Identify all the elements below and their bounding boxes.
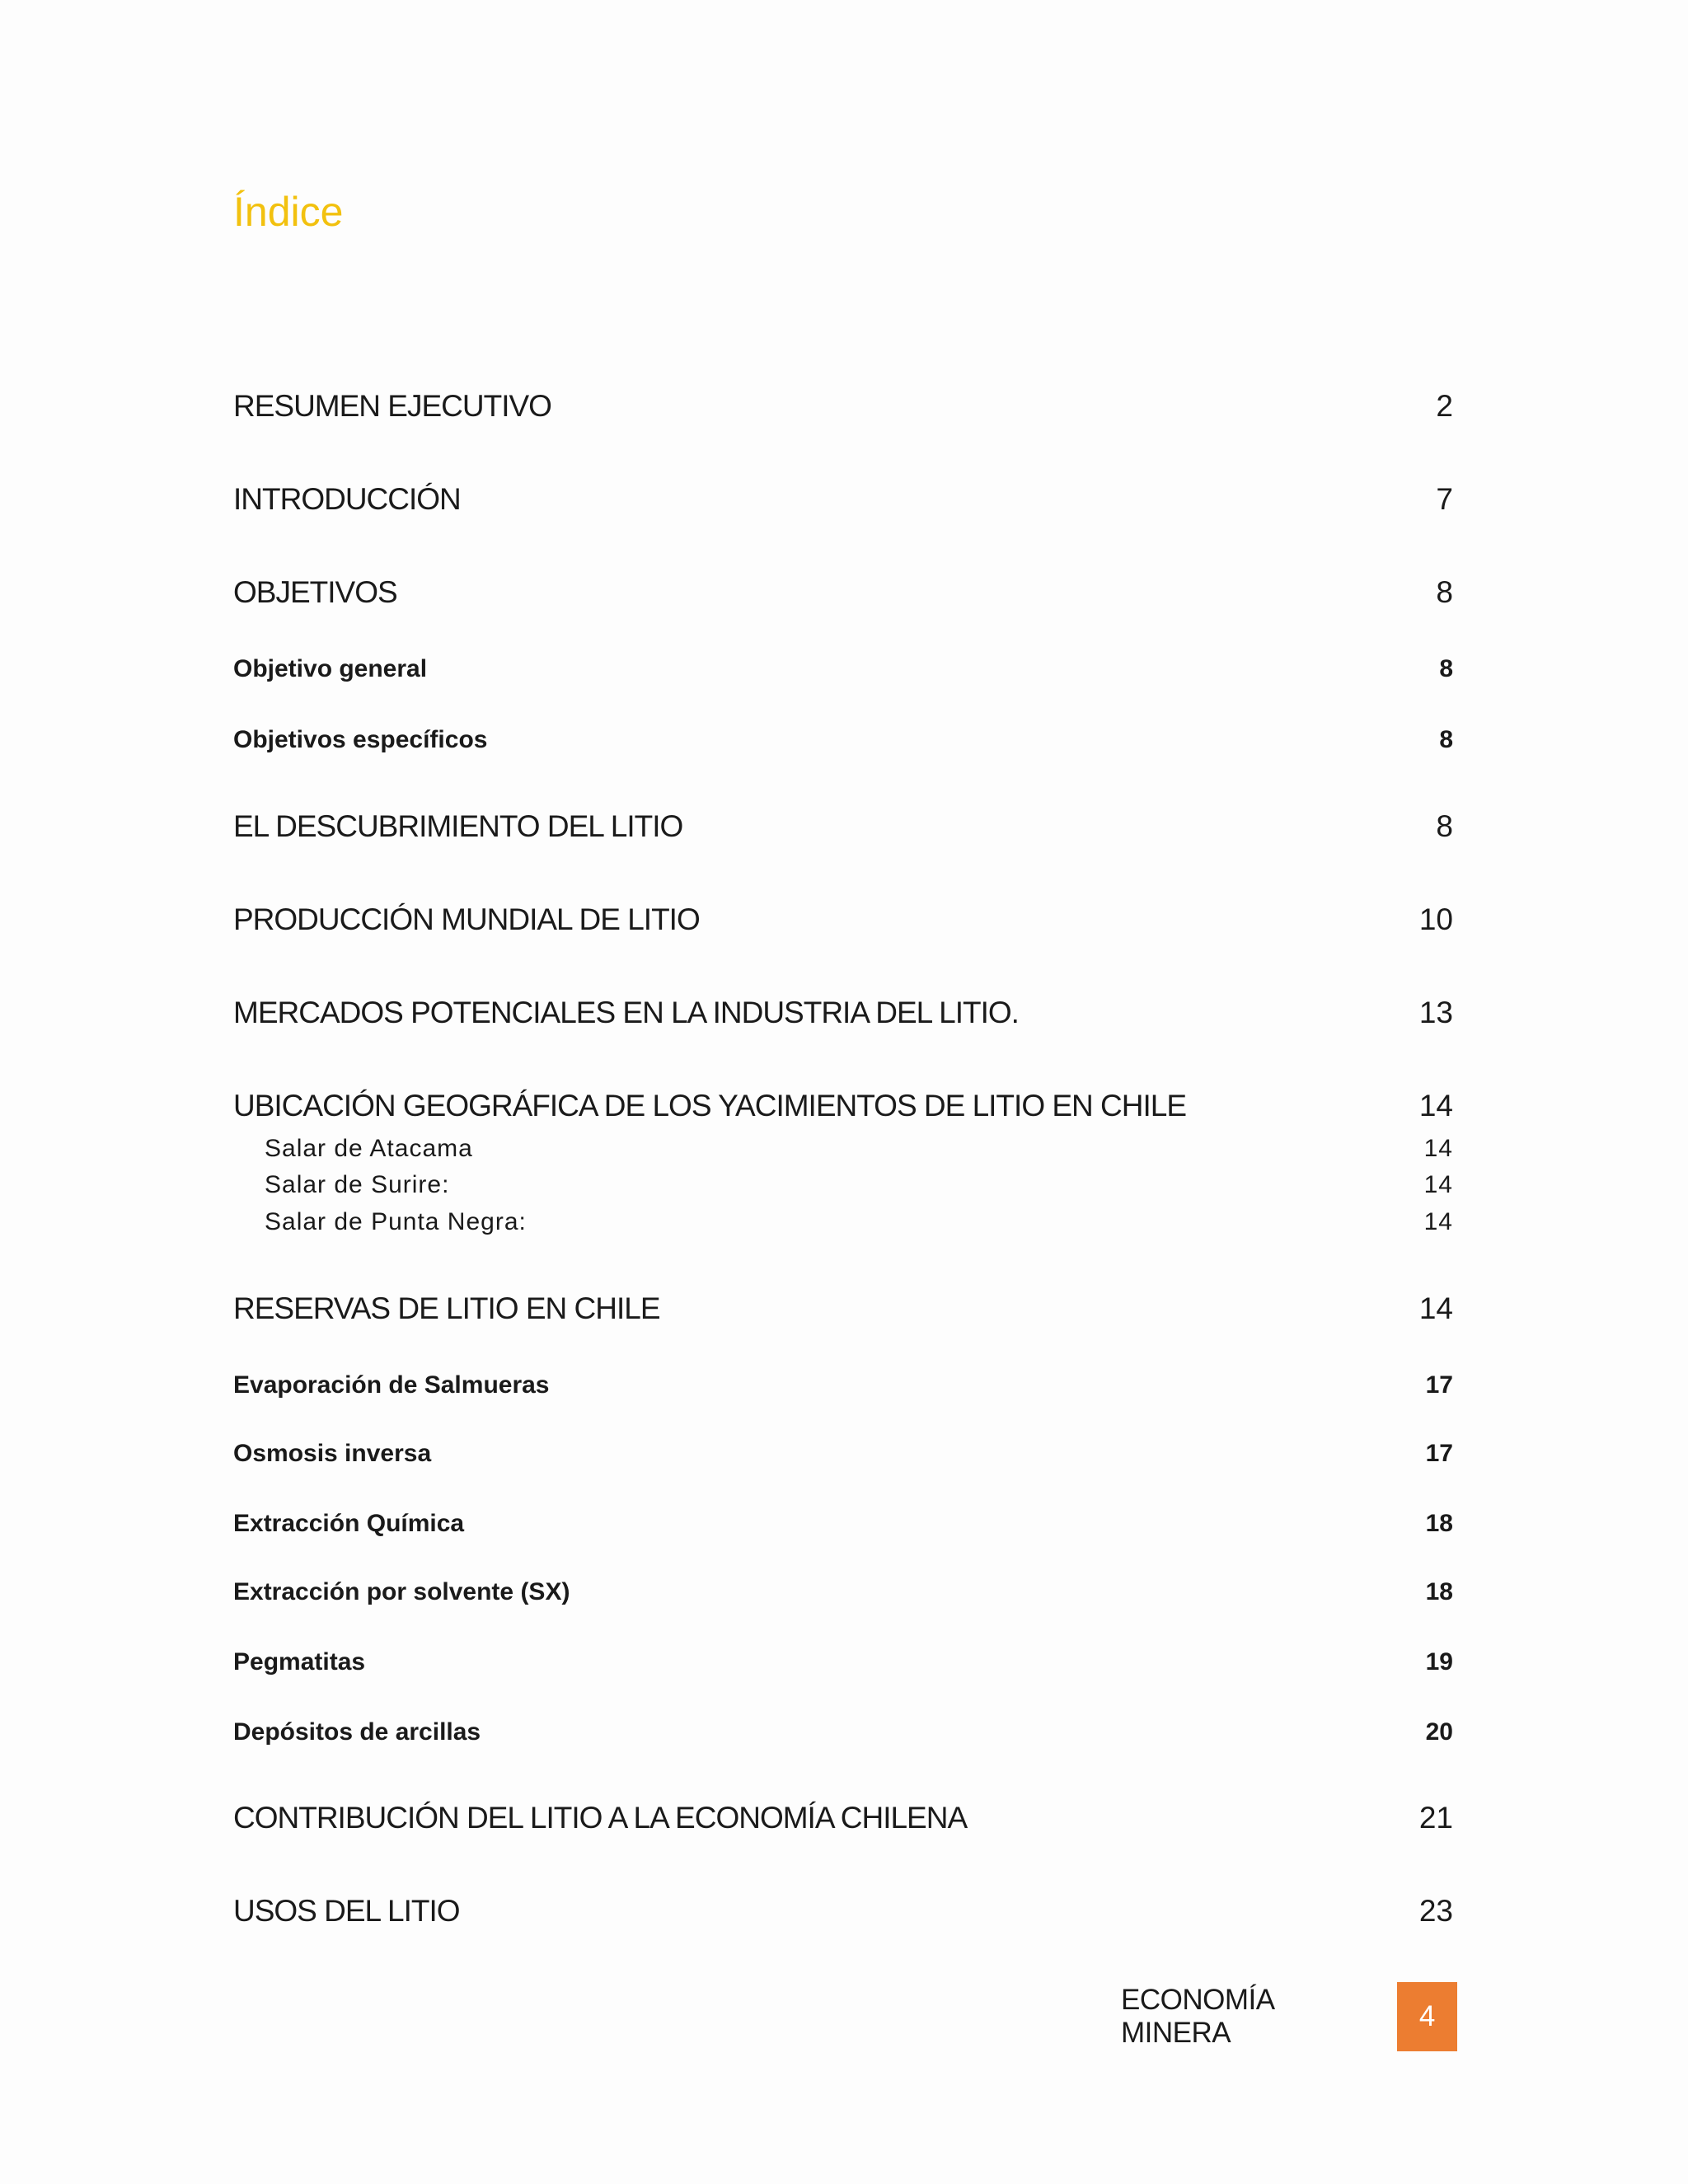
toc-entry-page: 14 (1423, 1135, 1453, 1162)
toc-entry[interactable] (233, 1089, 1453, 1123)
toc-entry-page: 17 (1425, 1440, 1453, 1467)
toc-entry-label: RESUMEN EJECUTIVO (233, 389, 551, 423)
toc-entry-label: RESERVAS DE LITIO EN CHILE (233, 1291, 660, 1325)
toc-entry-page: 21 (1418, 1801, 1453, 1835)
toc-entry-page: 14 (1418, 1089, 1453, 1122)
toc-entry-label: UBICACIÓN GEOGRÁFICA DE LOS YACIMIENTOS DE LITIO EN CHILE (233, 1089, 1187, 1122)
toc-entry-label: PRODUCCIÓN MUNDIAL DE LITIO (233, 902, 700, 936)
toc-entry-label: MERCADOS POTENCIALES EN LA INDUSTRIA DEL LITIO. (233, 996, 1019, 1029)
footer-title: ECONOMÍA MINERA (1121, 1984, 1273, 2049)
toc-entry-page: 14 (1423, 1171, 1453, 1198)
toc-subentry[interactable] (233, 655, 1453, 683)
toc-entry[interactable] (233, 996, 1453, 1030)
toc-entry-page: 20 (1425, 1718, 1453, 1746)
toc-entry-label: USOS DEL LITIO (233, 1894, 460, 1928)
toc-entry-page: 17 (1425, 1371, 1453, 1399)
toc-entry-label: Salar de Surire: (265, 1171, 450, 1198)
toc-entry-label: Objetivo general (233, 655, 428, 682)
page-title: Índice (233, 189, 344, 235)
footer-page-number: 4 (1397, 1982, 1457, 2051)
toc-subentry[interactable] (233, 1371, 1453, 1399)
toc-entry[interactable] (233, 575, 1453, 610)
toc-entry-page: 7 (1436, 482, 1453, 516)
toc-subsubentry[interactable] (265, 1208, 1453, 1236)
toc-entry-page: 13 (1418, 996, 1453, 1029)
toc-entry-label: Pegmatitas (233, 1648, 366, 1675)
toc-entry-label: OBJETIVOS (233, 575, 397, 609)
toc-entry[interactable] (233, 1801, 1453, 1835)
toc-entry-label: CONTRIBUCIÓN DEL LITIO A LA ECONOMÍA CHILENA (233, 1801, 968, 1835)
toc-subentry[interactable] (233, 1718, 1453, 1746)
toc-entry[interactable] (233, 389, 1453, 424)
toc-entry-page: 14 (1423, 1208, 1453, 1235)
toc-entry-label: Objetivos específicos (233, 726, 488, 753)
toc-entry-label: INTRODUCCIÓN (233, 482, 461, 516)
toc-entry-label: Evaporación de Salmueras (233, 1371, 550, 1399)
toc-entry-page: 14 (1418, 1291, 1453, 1325)
toc-entry-page: 18 (1425, 1578, 1453, 1605)
toc-entry-label: Depósitos de arcillas (233, 1718, 481, 1746)
toc-subsubentry[interactable] (265, 1171, 1453, 1199)
toc-entry-label: Extracción por solvente (SX) (233, 1578, 570, 1605)
toc-subentry[interactable] (233, 726, 1453, 754)
toc-entry-page: 8 (1436, 809, 1453, 843)
toc-subsubentry[interactable] (265, 1135, 1453, 1163)
toc-entry-label: Salar de Punta Negra: (265, 1208, 527, 1235)
toc-entry-label: Extracción Química (233, 1510, 465, 1537)
toc-entry[interactable] (233, 809, 1453, 844)
toc-entry-page: 19 (1425, 1648, 1453, 1675)
toc-entry[interactable] (233, 482, 1453, 517)
toc-entry-page: 10 (1418, 902, 1453, 936)
toc-subentry[interactable] (233, 1648, 1453, 1676)
page-footer (1121, 1982, 1457, 2051)
toc-entry[interactable] (233, 1894, 1453, 1929)
toc-entry-label: Salar de Atacama (265, 1135, 473, 1162)
toc-entry[interactable] (233, 1291, 1453, 1326)
toc-entry-label: Osmosis inversa (233, 1440, 432, 1467)
toc-entry-page: 8 (1439, 726, 1453, 753)
toc-subentry[interactable] (233, 1510, 1453, 1538)
toc-entry-page: 23 (1418, 1894, 1453, 1928)
toc-entry-page: 8 (1436, 575, 1453, 609)
toc-entry-page: 8 (1439, 655, 1453, 682)
toc-entry-page: 18 (1425, 1510, 1453, 1537)
toc-entry-label: EL DESCUBRIMIENTO DEL LITIO (233, 809, 683, 843)
toc-entry-page: 2 (1436, 389, 1453, 423)
toc-subentry[interactable] (233, 1578, 1453, 1606)
toc-entry[interactable] (233, 902, 1453, 937)
toc-subentry[interactable] (233, 1440, 1453, 1468)
